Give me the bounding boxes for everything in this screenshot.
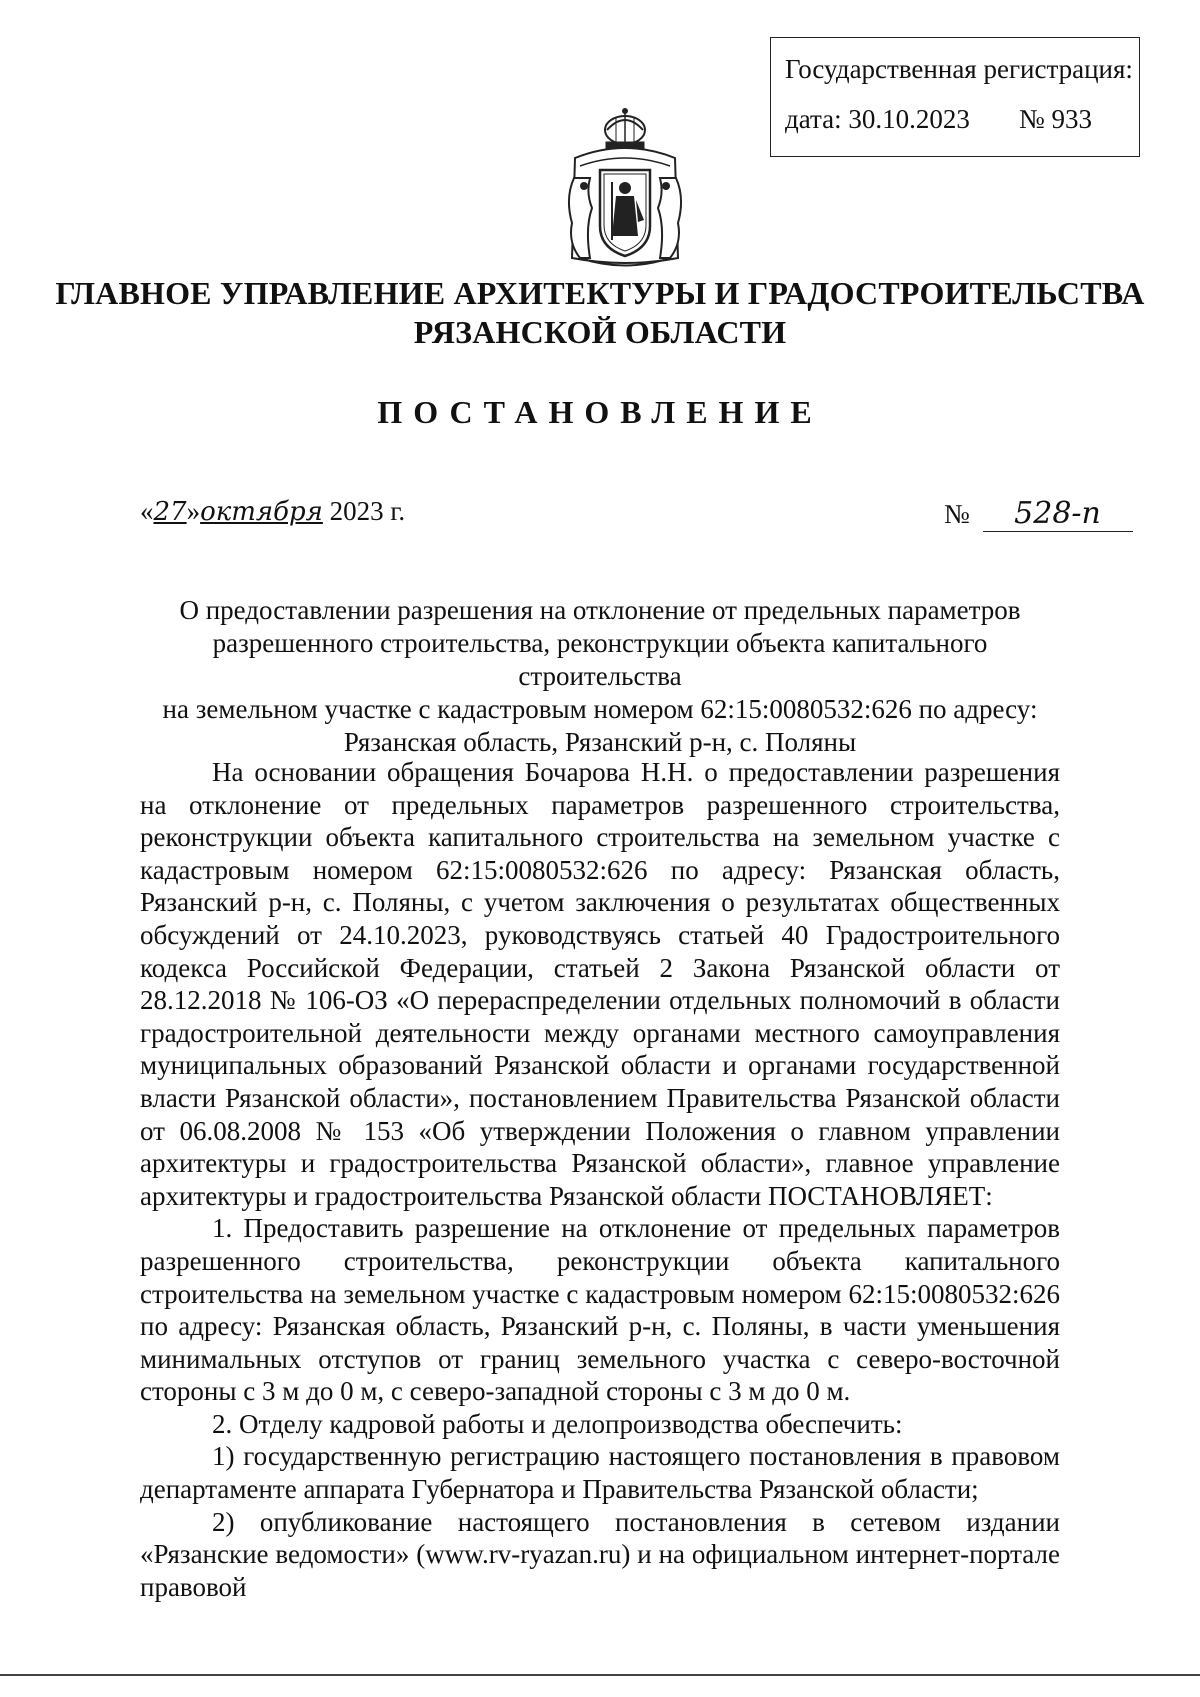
handwritten-number: 528-п [983, 496, 1133, 532]
body-paragraph-subitem-1: 1) государственную регистрацию настоящего постановления в правовом департаменте аппарата Губернатора и Правительства Рязанской области; [140, 1441, 1060, 1505]
registration-date: дата: 30.10.2023 [785, 104, 970, 134]
date-year: 2023 г. [322, 496, 406, 526]
body-paragraph-item-1: 1. Предоставить разрешение на отклонение от предельных параметров разрешенного строительства, реконструкции объекта капитального строительства на земельном участке с кадастровым номером 62:15:0080532:626 по адресу: Рязанская область, Рязанский р-н, с. Поляны, в части уменьшения минимальных отступов от границ земельного участка с северо-восточной стороны с 3 м до 0 м, с северо-западной стороны с 3 м до 0 м. [140, 1213, 1060, 1407]
body-paragraph-item-2: 2. Отделу кадровой работы и делопроизводства обеспечить: [212, 1408, 903, 1439]
subject-line: на земельном участке с кадастровым номером 62:15:0080532:626 по адресу: [162, 694, 1038, 724]
registration-label: Государственная регистрация: [785, 54, 1133, 84]
body-paragraph-preamble: На основании обращения Бочарова Н.Н. о предоставлении разрешения на отклонение от предельных параметров разрешенного строительства, реконструкции объекта капитального строительства на земельном участке с кадастровым номером 62:15:0080532:626 по адресу: Рязанская область, Рязанский р-н, с. Поляны, с учетом заключения о результатах общественных обсуждений от 24.10.2023, руководствуясь статьей 40 Градостроительного кодекса Российской Федерации, статьей 2 Закона Рязанской области от 28.12.2018 № 106-ОЗ «О перераспределении отдельных полномочий в области градостроительной деятельности между органами местного самоуправления муниципальных образований Рязанской области и органами государственной власти Рязанской области», постановлением Правительства Рязанской области от 06.08.2008 № 153 «Об утверждении Положения о главном управлении архитектуры и градостроительства Рязанской области», главное управление архитектуры и градостроительства Рязанской области ПОСТАНОВЛЯЕТ: [140, 757, 1060, 1211]
document-body [140, 756, 1060, 1603]
subject-line: О предоставлении разрешения на отклонение от предельных параметров [179, 595, 1021, 625]
document-type-heading: ПОСТАНОВЛЕНИЕ [377, 394, 823, 430]
subject-line: разрешенного строительства, реконструкции объекта капитального строительства [212, 628, 988, 691]
coat-of-arms-icon [560, 108, 690, 273]
body-paragraph-subitem-2: 2) опубликование настоящего постановления в сетевом издании «Рязанские ведомости» (www.rv-ryazan.ru) и на официальном интернет-портале правовой [140, 1506, 1060, 1602]
date-open-quote: « [140, 496, 154, 526]
organization-title-line2: РЯЗАНСКОЙ ОБЛАСТИ [413, 314, 787, 350]
number-sign: № [944, 499, 970, 529]
date-close-quote: » [186, 496, 201, 526]
document-date [140, 496, 405, 527]
organization-title-line1: ГЛАВНОЕ УПРАВЛЕНИЕ АРХИТЕКТУРЫ И ГРАДОСТРОИТЕЛЬСТВА [55, 275, 1145, 311]
handwritten-day: 27 [153, 497, 187, 527]
handwritten-month: октября [200, 497, 323, 527]
document-number [944, 496, 1133, 532]
page-bottom-edge [0, 1674, 1200, 1676]
registration-number: № 933 [1019, 104, 1093, 134]
subject-line: Рязанская область, Рязанский р-н, с. Поляны [343, 727, 857, 757]
document-subject [130, 594, 1070, 759]
registration-stamp [770, 37, 1140, 157]
